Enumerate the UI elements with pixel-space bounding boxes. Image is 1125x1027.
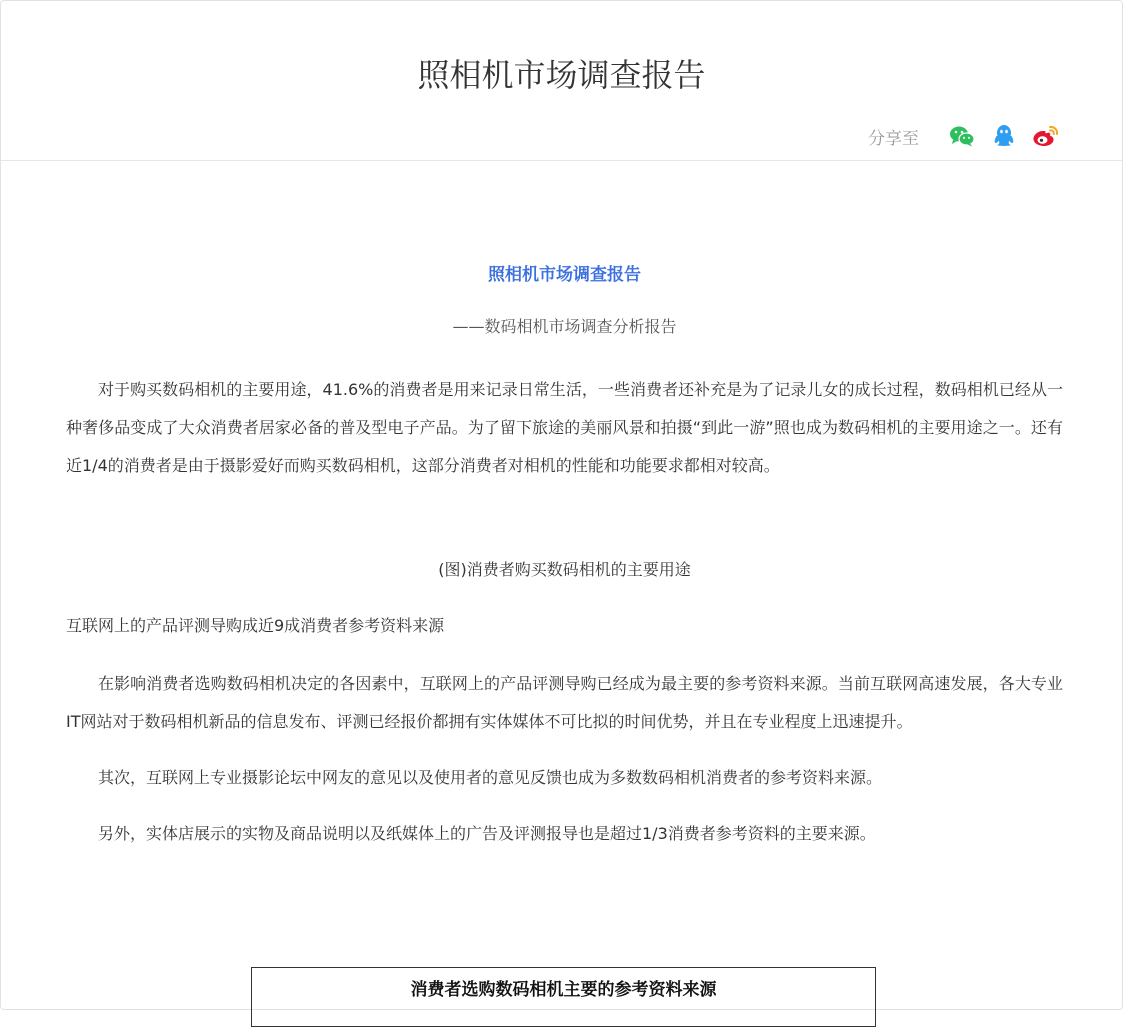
sources-table [251,967,876,1027]
paragraph-usage: 对于购买数码相机的主要用途，41.6%的消费者是用来记录日常生活，一些消费者还补充是为了记录儿女的成长过程，数码相机已经从一种奢侈品变成了大众消费者居家必备的普及型电子产品。为了留下旅途的美丽风景和拍摄“到此一游”照也成为数码相机的主要用途之一。还有近1/4的消费者是由于摄影爱好而购买数码相机，这部分消费者对相机的性能和功能要求都相对较高。 [66,380,1063,475]
weibo-icon[interactable] [1032,122,1060,150]
section-heading: 互联网上的产品评测导购成近9成消费者参考资料来源 [66,616,445,635]
article-header [1,1,1122,161]
table-title: 消费者选购数码相机主要的参考资料来源 [410,980,717,1000]
article-title: 照相机市场调查报告 [488,265,641,285]
qq-icon[interactable] [990,122,1018,150]
page-title: 照相机市场调查报告 [417,56,706,94]
paragraph-forums: 其次，互联网上专业摄影论坛中网友的意见以及使用者的意见反馈也成为多数数码相机消费者的参考资料来源。 [98,768,883,787]
article-body [66,251,1063,853]
paragraph-internet-reviews: 在影响消费者选购数码相机决定的各因素中，互联网上的产品评测导购已经成为最主要的参考资料来源。当前互联网高速发展，各大专业IT网站对于数码相机新品的信息发布、评测已经报价都拥有实体媒体不可比拟的时间优势，并且在专业程度上迅速提升。 [66,674,1063,731]
wechat-icon[interactable] [948,122,976,150]
share-label: 分享至 [868,128,919,149]
figure-caption: (图)消费者购买数码相机的主要用途 [438,560,691,579]
share-bar [868,121,1060,151]
paragraph-stores-print: 另外，实体店展示的实物及商品说明以及纸媒体上的广告及评测报导也是超过1/3消费者参考资料的主要来源。 [98,824,876,843]
article-subtitle: ——数码相机市场调查分析报告 [452,317,677,336]
